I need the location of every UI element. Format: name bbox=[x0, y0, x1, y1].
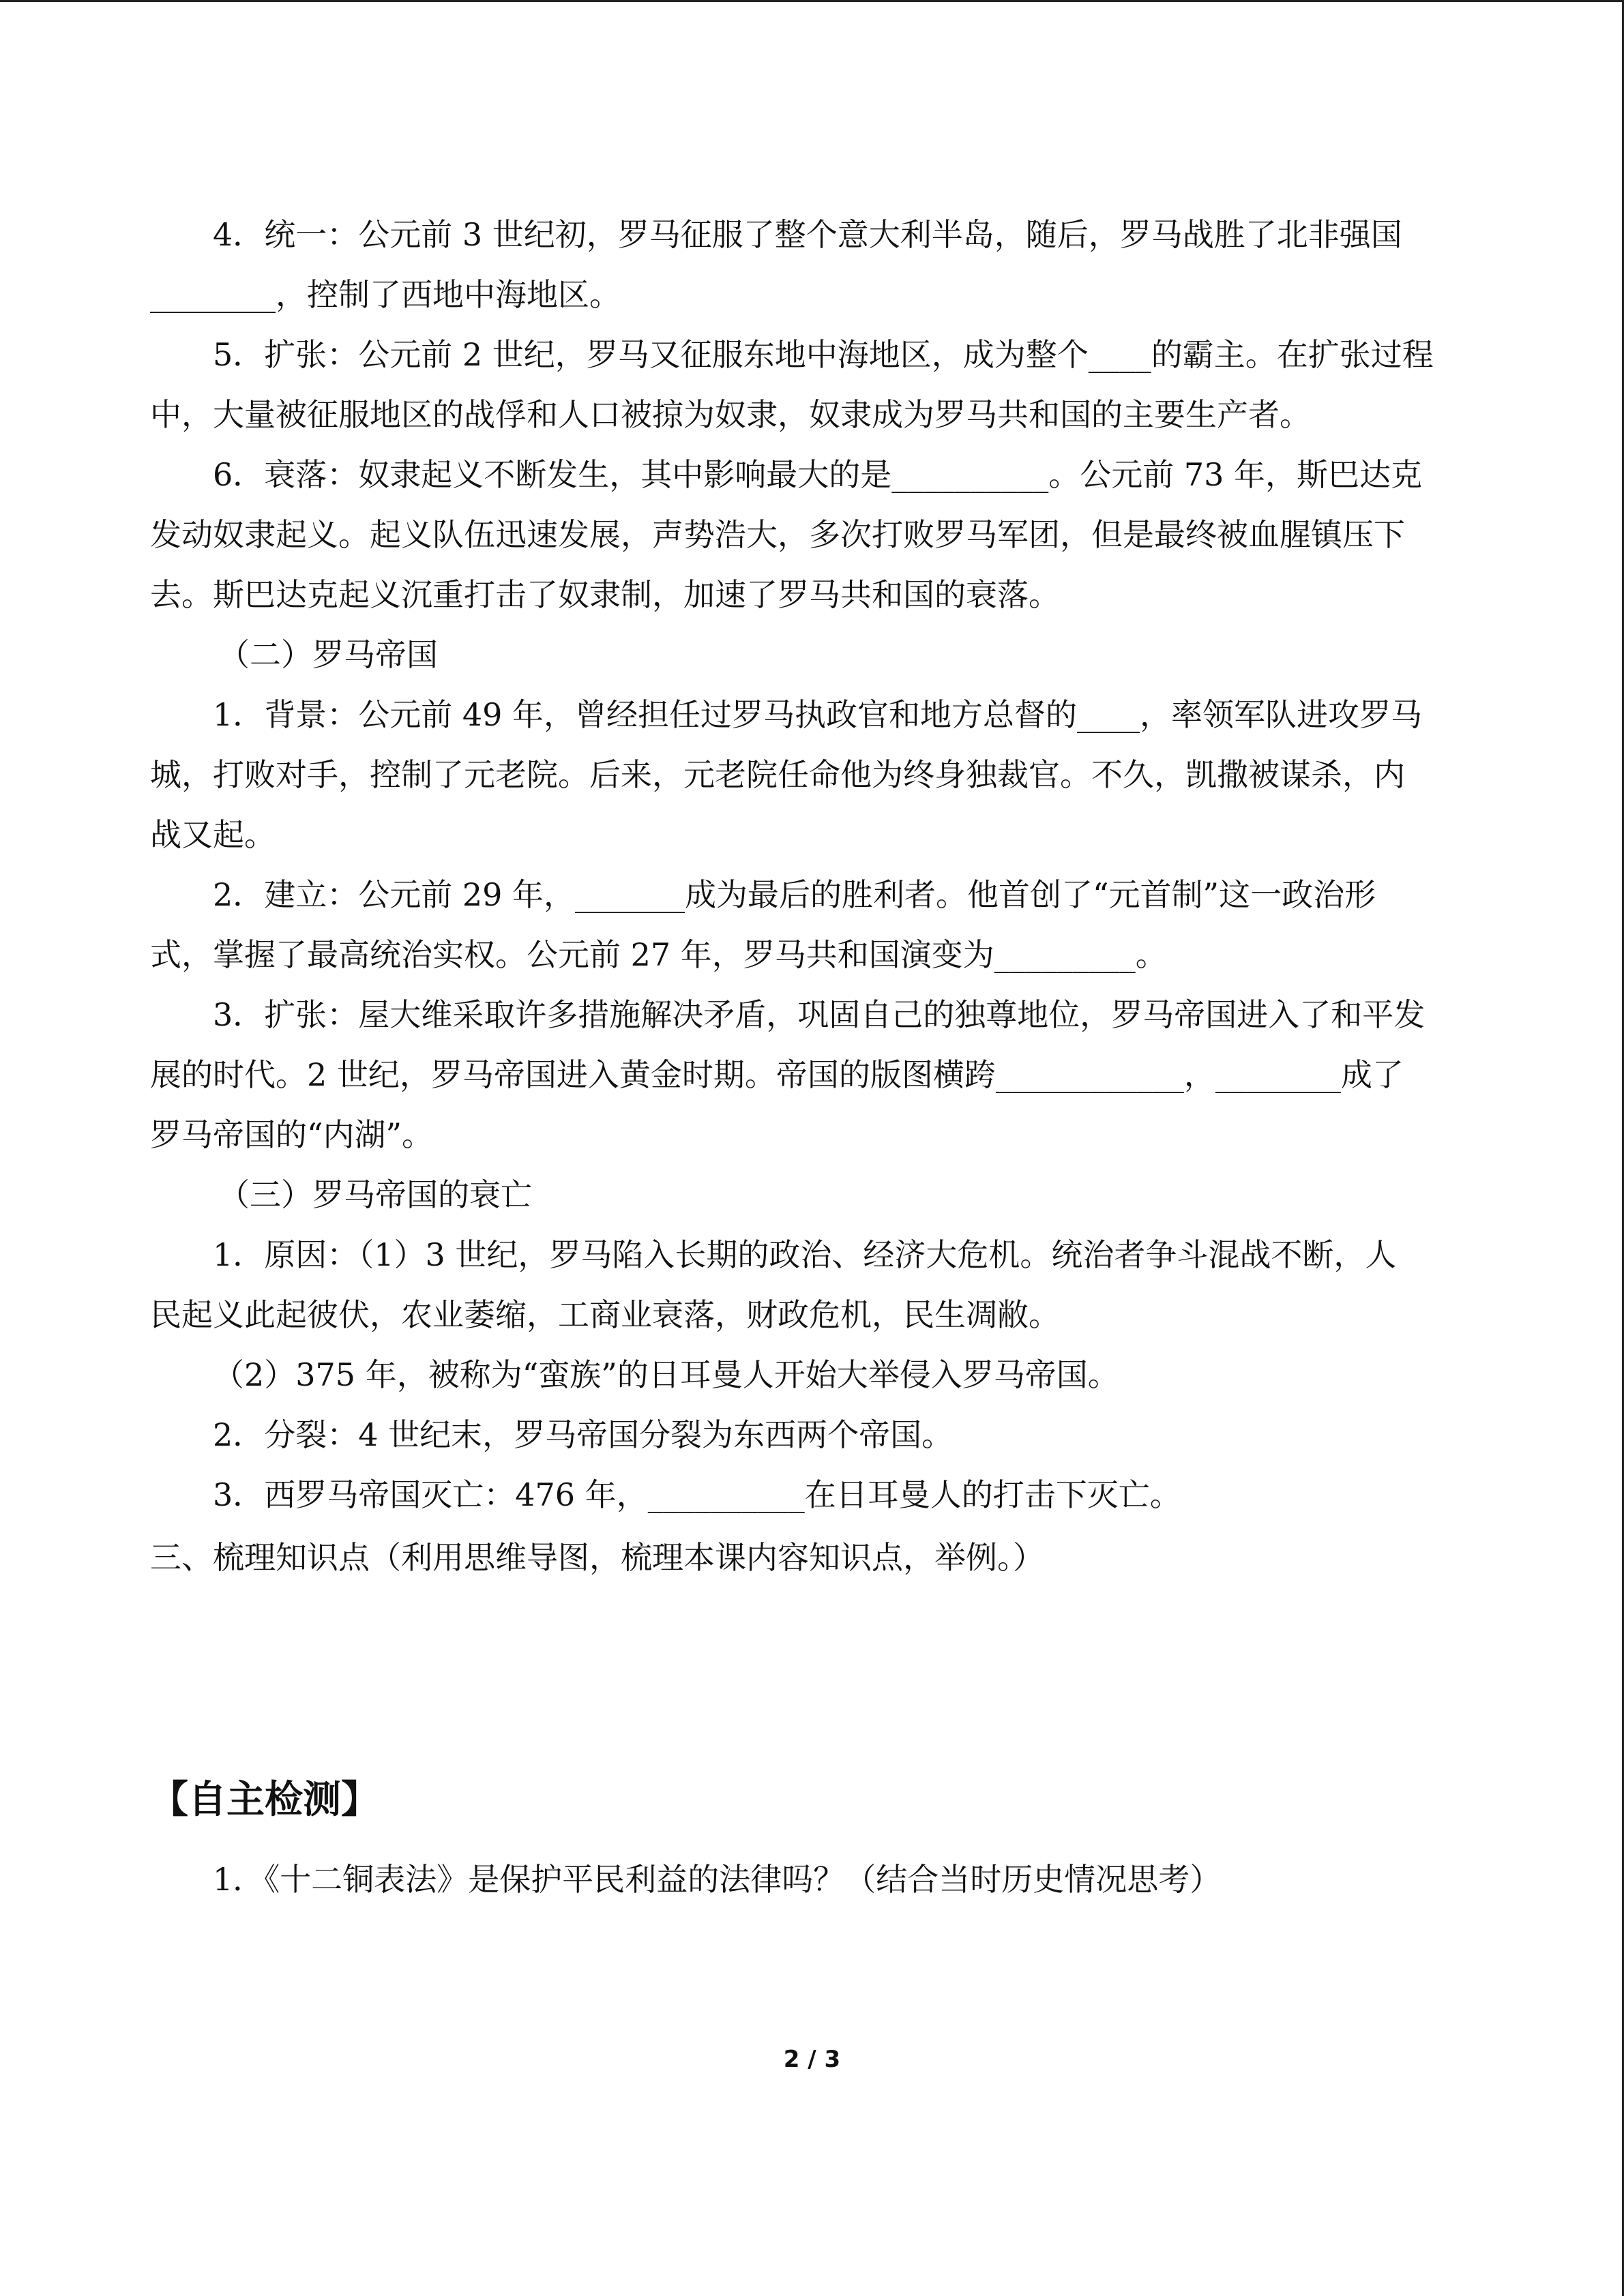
item-4-unification-line2: ________，控制了西地中海地区。 bbox=[150, 276, 621, 313]
empire-founding-line2: 式，掌握了最高统治实权。公元前 27 年，罗马共和国演变为_________。 bbox=[150, 936, 1167, 973]
section-three-heading: 三、梳理知识点（利用思维导图，梳理本课内容知识点，举例。） bbox=[150, 1539, 1044, 1576]
empire-background-line1: 1．背景：公元前 49 年，曾经担任过罗马执政官和地方总督的____，率领军队进攻罗马 bbox=[213, 696, 1423, 733]
item-4-unification-line1: 4．统一：公元前 3 世纪初，罗马征服了整个意大利半岛，随后，罗马战胜了北非强国 bbox=[213, 216, 1402, 253]
self-check-question-1: 1．《十二铜表法》是保护平民利益的法律吗？（结合当时历史情况思考） bbox=[213, 1861, 1222, 1898]
empire-background-line3: 战又起。 bbox=[150, 816, 276, 853]
subheading-roman-empire: （二）罗马帝国 bbox=[218, 636, 438, 673]
empire-background-line2: 城，打败对手，控制了元老院。后来，元老院任命他为终身独裁官。不久，凯撒被谋杀，内 bbox=[150, 756, 1405, 793]
item-5-expansion-line2: 中，大量被征服地区的战俘和人口被掠为奴隶，奴隶成为罗马共和国的主要生产者。 bbox=[150, 396, 1311, 433]
item-6-decline-line1: 6．衰落：奴隶起义不断发生，其中影响最大的是__________。公元前 73 年，斯巴达克 bbox=[213, 456, 1423, 493]
empire-expansion-line1: 3．扩张：屋大维采取许多措施解决矛盾，巩固自己的独尊地位，罗马帝国进入了和平发 bbox=[213, 996, 1426, 1033]
fall-causes-line3: （2）375 年，被称为“蛮族”的日耳曼人开始大举侵入罗马帝国。 bbox=[213, 1356, 1119, 1393]
item-6-decline-line3: 去。斯巴达克起义沉重打击了奴隶制，加速了罗马共和国的衰落。 bbox=[150, 576, 1060, 613]
item-6-decline-line2: 发动奴隶起义。起义队伍迅速发展，声势浩大，多次打败罗马军团，但是最终被血腥镇压下 bbox=[150, 516, 1405, 553]
fall-western-empire-line: 3．西罗马帝国灭亡：476 年，__________在日耳曼人的打击下灭亡。 bbox=[213, 1476, 1181, 1513]
top-border-line bbox=[0, 0, 1624, 2]
empire-expansion-line3: 罗马帝国的“内湖”。 bbox=[150, 1116, 434, 1153]
fall-causes-line2: 民起义此起彼伏，农业萎缩，工商业衰落，财政危机，民生凋敝。 bbox=[150, 1296, 1060, 1333]
self-check-title: 【自主检测】 bbox=[150, 1778, 379, 1822]
empire-founding-line1: 2．建立：公元前 29 年，_______成为最后的胜利者。他首创了“元首制”这一政治形 bbox=[213, 876, 1376, 913]
fall-division-line: 2．分裂：4 世纪末，罗马帝国分裂为东西两个帝国。 bbox=[213, 1416, 954, 1453]
page-number: 2 / 3 bbox=[783, 2046, 841, 2073]
empire-expansion-line2: 展的时代。2 世纪，罗马帝国进入黄金时期。帝国的版图横跨____________，________成了 bbox=[150, 1056, 1404, 1093]
subheading-empire-fall: （三）罗马帝国的衰亡 bbox=[218, 1176, 532, 1213]
item-5-expansion-line1: 5．扩张：公元前 2 世纪，罗马又征服东地中海地区，成为整个____的霸主。在扩张过程 bbox=[213, 336, 1434, 373]
fall-causes-line1: 1．原因：（1）3 世纪，罗马陷入长期的政治、经济大危机。统治者争斗混战不断，人 bbox=[213, 1236, 1397, 1273]
study-guide-body bbox=[150, 205, 1473, 1525]
